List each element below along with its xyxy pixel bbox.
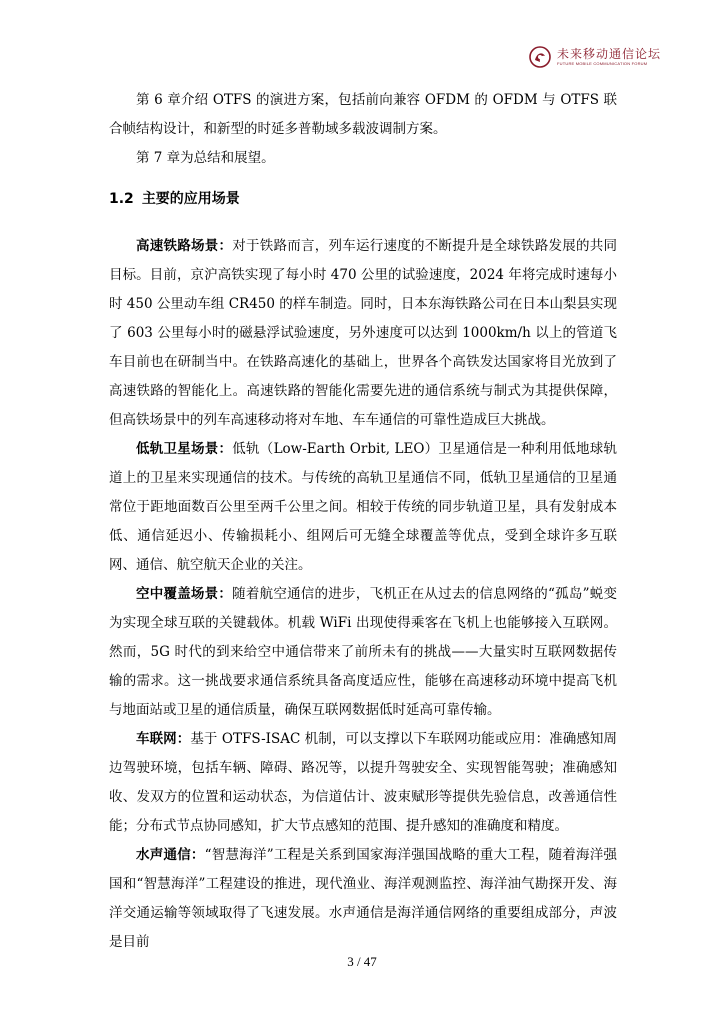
paragraph-underwater-acoustic	[109, 841, 617, 957]
section-number: 1.2	[109, 191, 134, 207]
paragraph-lead: 车联网：	[136, 731, 191, 747]
logo-english-text: FUTURE MOBILE COMMUNICATION FORUM	[556, 61, 648, 66]
paragraph-text: 低轨（Low-Earth Orbit, LEO）卫星通信是一种利用低地球轨道上的卫星来实现通信的技术。与传统的高轨卫星通信不同，低轨卫星通信的卫星通常位于距地面数百公里至两千公里之间。相较于传统的同步轨道卫星，具有发射成本低、通信延迟小、传输损耗小、组网后可无缝全球覆盖等优点，受到全球许多互联网、通信、航空航天企业的关注。	[109, 441, 618, 573]
logo-chinese-text: 未来移动通信论坛	[556, 47, 661, 61]
paragraph-v2x	[109, 725, 617, 841]
logo-text	[557, 48, 661, 66]
header-logo	[529, 46, 661, 68]
paragraph-text: “智慧海洋”工程是关系到国家海洋强国战略的重大工程，随着海洋强国和“智慧海洋”工程建设的推进，现代渔业、海洋观测监控、海洋油气勘探开发、海洋交通运输等领域取得了飞速发展。水声通信是海洋通信网络的重要组成部分，声波是目前	[109, 847, 617, 950]
paragraph-leo-satellite	[109, 435, 617, 580]
forum-logo-icon	[529, 46, 551, 68]
paragraph-lead: 高速铁路场景：	[136, 238, 233, 254]
intro-paragraph-1: 第 6 章介绍 OTFS 的演进方案，包括前向兼容 OFDM 的 OFDM 与 OTFS 联合帧结构设计，和新型的时延多普勒域多载波调制方案。	[109, 92, 617, 137]
paragraph-lead: 空中覆盖场景：	[136, 586, 233, 602]
page-number: 3 / 47	[347, 954, 377, 969]
paragraph-text: 基于 OTFS-ISAC 机制，可以支撑以下车联网功能或应用：准确感知周边驾驶环境，包括车辆、障碍、路况等，以提升驾驶安全、实现智能驾驶；准确感知收、发双方的位置和运动状态，为信道估计、波束赋形等提供先验信息，改善通信性能；分布式节点协同感知，扩大节点感知的范围、提升感知的准确度和精度。	[109, 731, 617, 834]
document-body	[109, 86, 617, 957]
section-heading	[109, 188, 617, 210]
paragraph-text: 随着航空通信的进步，飞机正在从过去的信息网络的“孤岛”蜕变为实现全球互联的关键载体。机载 WiFi 出现使得乘客在飞机上也能够接入互联网。然而，5G 时代的到来给空中通信带来了前所未有的挑战——大量实时互联网数据传输的需求。这一挑战要求通信系统具备高度适应性，能够在高速移动环境中提高飞机与地面站或卫星的通信质量，确保互联网数据低时延高可靠传输。	[109, 586, 617, 718]
paragraph-lead: 水声通信：	[136, 847, 205, 863]
section-title: 主要的应用场景	[141, 191, 240, 207]
paragraph-high-speed-rail	[109, 232, 617, 435]
intro-paragraph-2: 第 7 章为总结和展望。	[136, 150, 275, 166]
paragraph-text: 对于铁路而言，列车运行速度的不断提升是全球铁路发展的共同目标。目前，京沪高铁实现了每小时 470 公里的试验速度，2024 年将完成时速每小时 450 公里动车组 CR450 的样车制造。同时，日本东海铁路公司在日本山梨县实现了 603 公里每小时的磁悬浮试验速度，另外速度可以达到 1000km/h 以上的管道飞车目前也在研制当中。在铁路高速化的基础上，世界各个高铁发达国家将目光放到了高速铁路的智能化上。高速铁路的智能化需要先进的通信系统与制式为其提供保障，但高铁场景中的列车高速移动将对车地、车车通信的可靠性造成巨大挑战。	[109, 238, 617, 428]
paragraph-lead: 低轨卫星场景：	[136, 441, 233, 457]
paragraph-air-coverage	[109, 580, 617, 725]
